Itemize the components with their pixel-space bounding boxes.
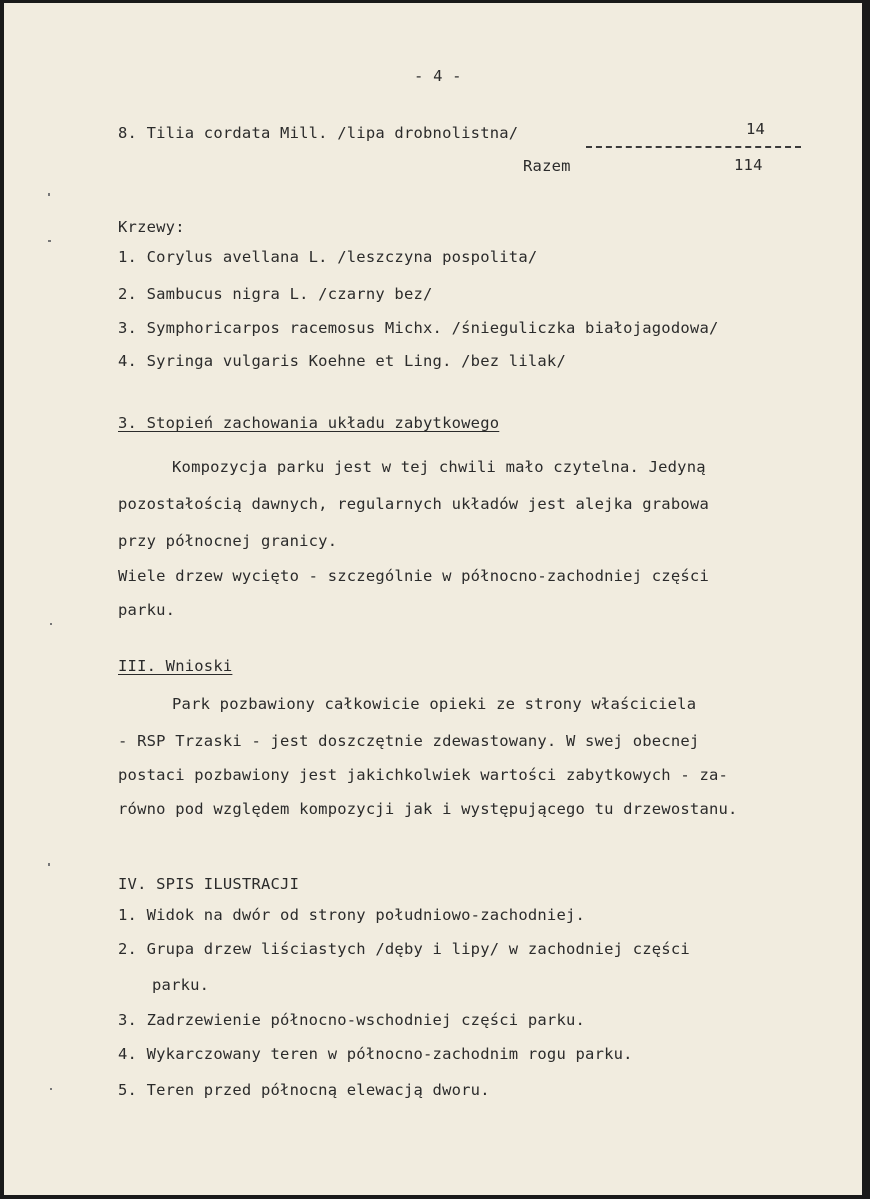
illustration-item: parku.	[152, 976, 210, 994]
section-3-line: przy północnej granicy.	[118, 532, 338, 550]
tree-item-8: 8. Tilia cordata Mill. /lipa drobnolistna/	[118, 124, 519, 142]
sum-rule	[586, 146, 801, 148]
tree-item-8-count: 14	[746, 120, 766, 138]
page-number: - 4 -	[414, 67, 462, 85]
section-3-heading: 3. Stopień zachowania układu zabytkowego	[118, 414, 500, 432]
margin-speck	[48, 193, 50, 196]
section-iii-line: - RSP Trzaski - jest doszczętnie zdewastowany. W swej obecnej	[118, 732, 700, 750]
illustration-item: 4. Wykarczowany teren w północno-zachodnim rogu parku.	[118, 1045, 633, 1063]
illustration-item: 3. Zadrzewienie północno-wschodniej części parku.	[118, 1011, 586, 1029]
section-iii-heading: III. Wnioski	[118, 657, 233, 675]
shrub-item: 2. Sambucus nigra L. /czarny bez/	[118, 285, 433, 303]
section-iii-line: równo pod względem kompozycji jak i występującego tu drzewostanu.	[118, 800, 738, 818]
shrub-item: 1. Corylus avellana L. /leszczyna pospolita/	[118, 248, 538, 266]
section-3-line: Kompozycja parku jest w tej chwili mało czytelna. Jedyną	[172, 458, 706, 476]
section-3-line: Wiele drzew wycięto - szczególnie w północno-zachodniej części	[118, 567, 709, 585]
margin-speck	[50, 1088, 52, 1090]
section-3-line: parku.	[118, 601, 176, 619]
section-iii-line: Park pozbawiony całkowicie opieki ze strony właściciela	[172, 695, 697, 713]
document-page	[4, 3, 862, 1195]
shrubs-heading: Krzewy:	[118, 218, 185, 236]
illustration-item: 5. Teren przed północną elewacją dworu.	[118, 1081, 490, 1099]
total-value: 114	[734, 156, 763, 174]
margin-speck	[48, 240, 51, 242]
total-label: Razem	[523, 157, 571, 175]
illustration-item: 1. Widok na dwór od strony południowo-zachodniej.	[118, 906, 586, 924]
section-iii-line: postaci pozbawiony jest jakichkolwiek wartości zabytkowych - za-	[118, 766, 729, 784]
shrub-item: 3. Symphoricarpos racemosus Michx. /śnieguliczka białojagodowa/	[118, 319, 719, 337]
section-3-line: pozostałością dawnych, regularnych układów jest alejka grabowa	[118, 495, 709, 513]
margin-speck	[50, 623, 52, 625]
section-iv-heading: IV. SPIS ILUSTRACJI	[118, 875, 300, 893]
shrub-item: 4. Syringa vulgaris Koehne et Ling. /bez lilak/	[118, 352, 566, 370]
margin-speck	[48, 863, 50, 866]
illustration-item: 2. Grupa drzew liściastych /dęby i lipy/ w zachodniej części	[118, 940, 690, 958]
